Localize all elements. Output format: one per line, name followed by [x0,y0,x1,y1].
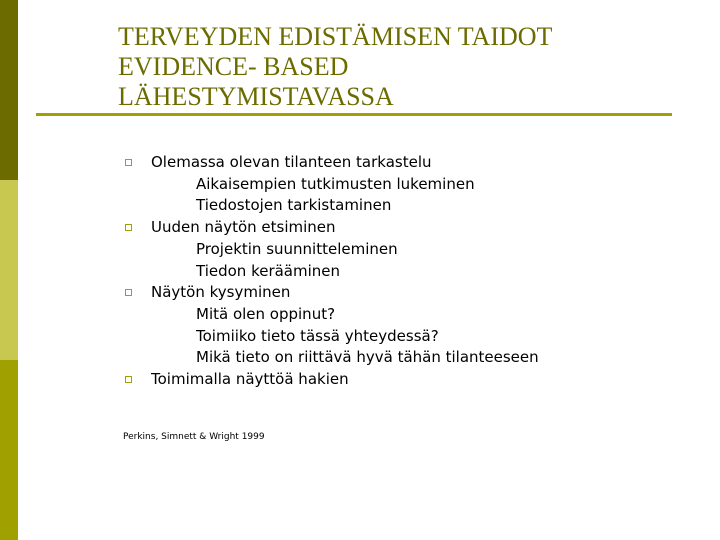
square-bullet-icon [125,289,132,296]
sidebar-segment-top [0,0,18,180]
sub-item: Mitä olen oppinut? [196,304,336,323]
title-line-3: LÄHESTYMISTAVASSA [118,82,394,111]
source-credit: Perkins, Simnett & Wright 1999 [123,432,265,442]
sidebar-segment-bottom [0,360,18,540]
sub-item: Projektin suunnitteleminen [196,239,398,258]
bullet-item: Näytön kysyminen [151,283,291,302]
bullet-item: Toimimalla näyttöä hakien [151,370,349,388]
sidebar-segment-middle [0,180,18,360]
square-bullet-icon [125,376,132,383]
title-line-1: TERVEYDEN EDISTÄMISEN TAIDOT [118,22,553,51]
bullet-item: Olemassa olevan tilanteen tarkastelu [151,153,432,171]
square-bullet-icon [125,224,132,231]
slide-title [118,22,678,112]
sub-item: Toimiiko tieto tässä yhteydessä? [196,326,439,345]
sub-item: Mikä tieto on riittävä hyvä tähän tilanteeseen [196,348,539,367]
title-line-2: EVIDENCE- BASED [118,52,349,81]
sidebar-decoration [0,0,18,540]
sub-item: Tiedon kerääminen [196,261,341,280]
bullet-item: Uuden näytön etsiminen [151,218,336,237]
sub-item: Tiedostojen tarkistaminen [196,196,392,215]
sub-item: Aikaisempien tutkimusten lukeminen [196,174,475,193]
title-underline [36,113,672,116]
square-bullet-icon [125,159,132,166]
